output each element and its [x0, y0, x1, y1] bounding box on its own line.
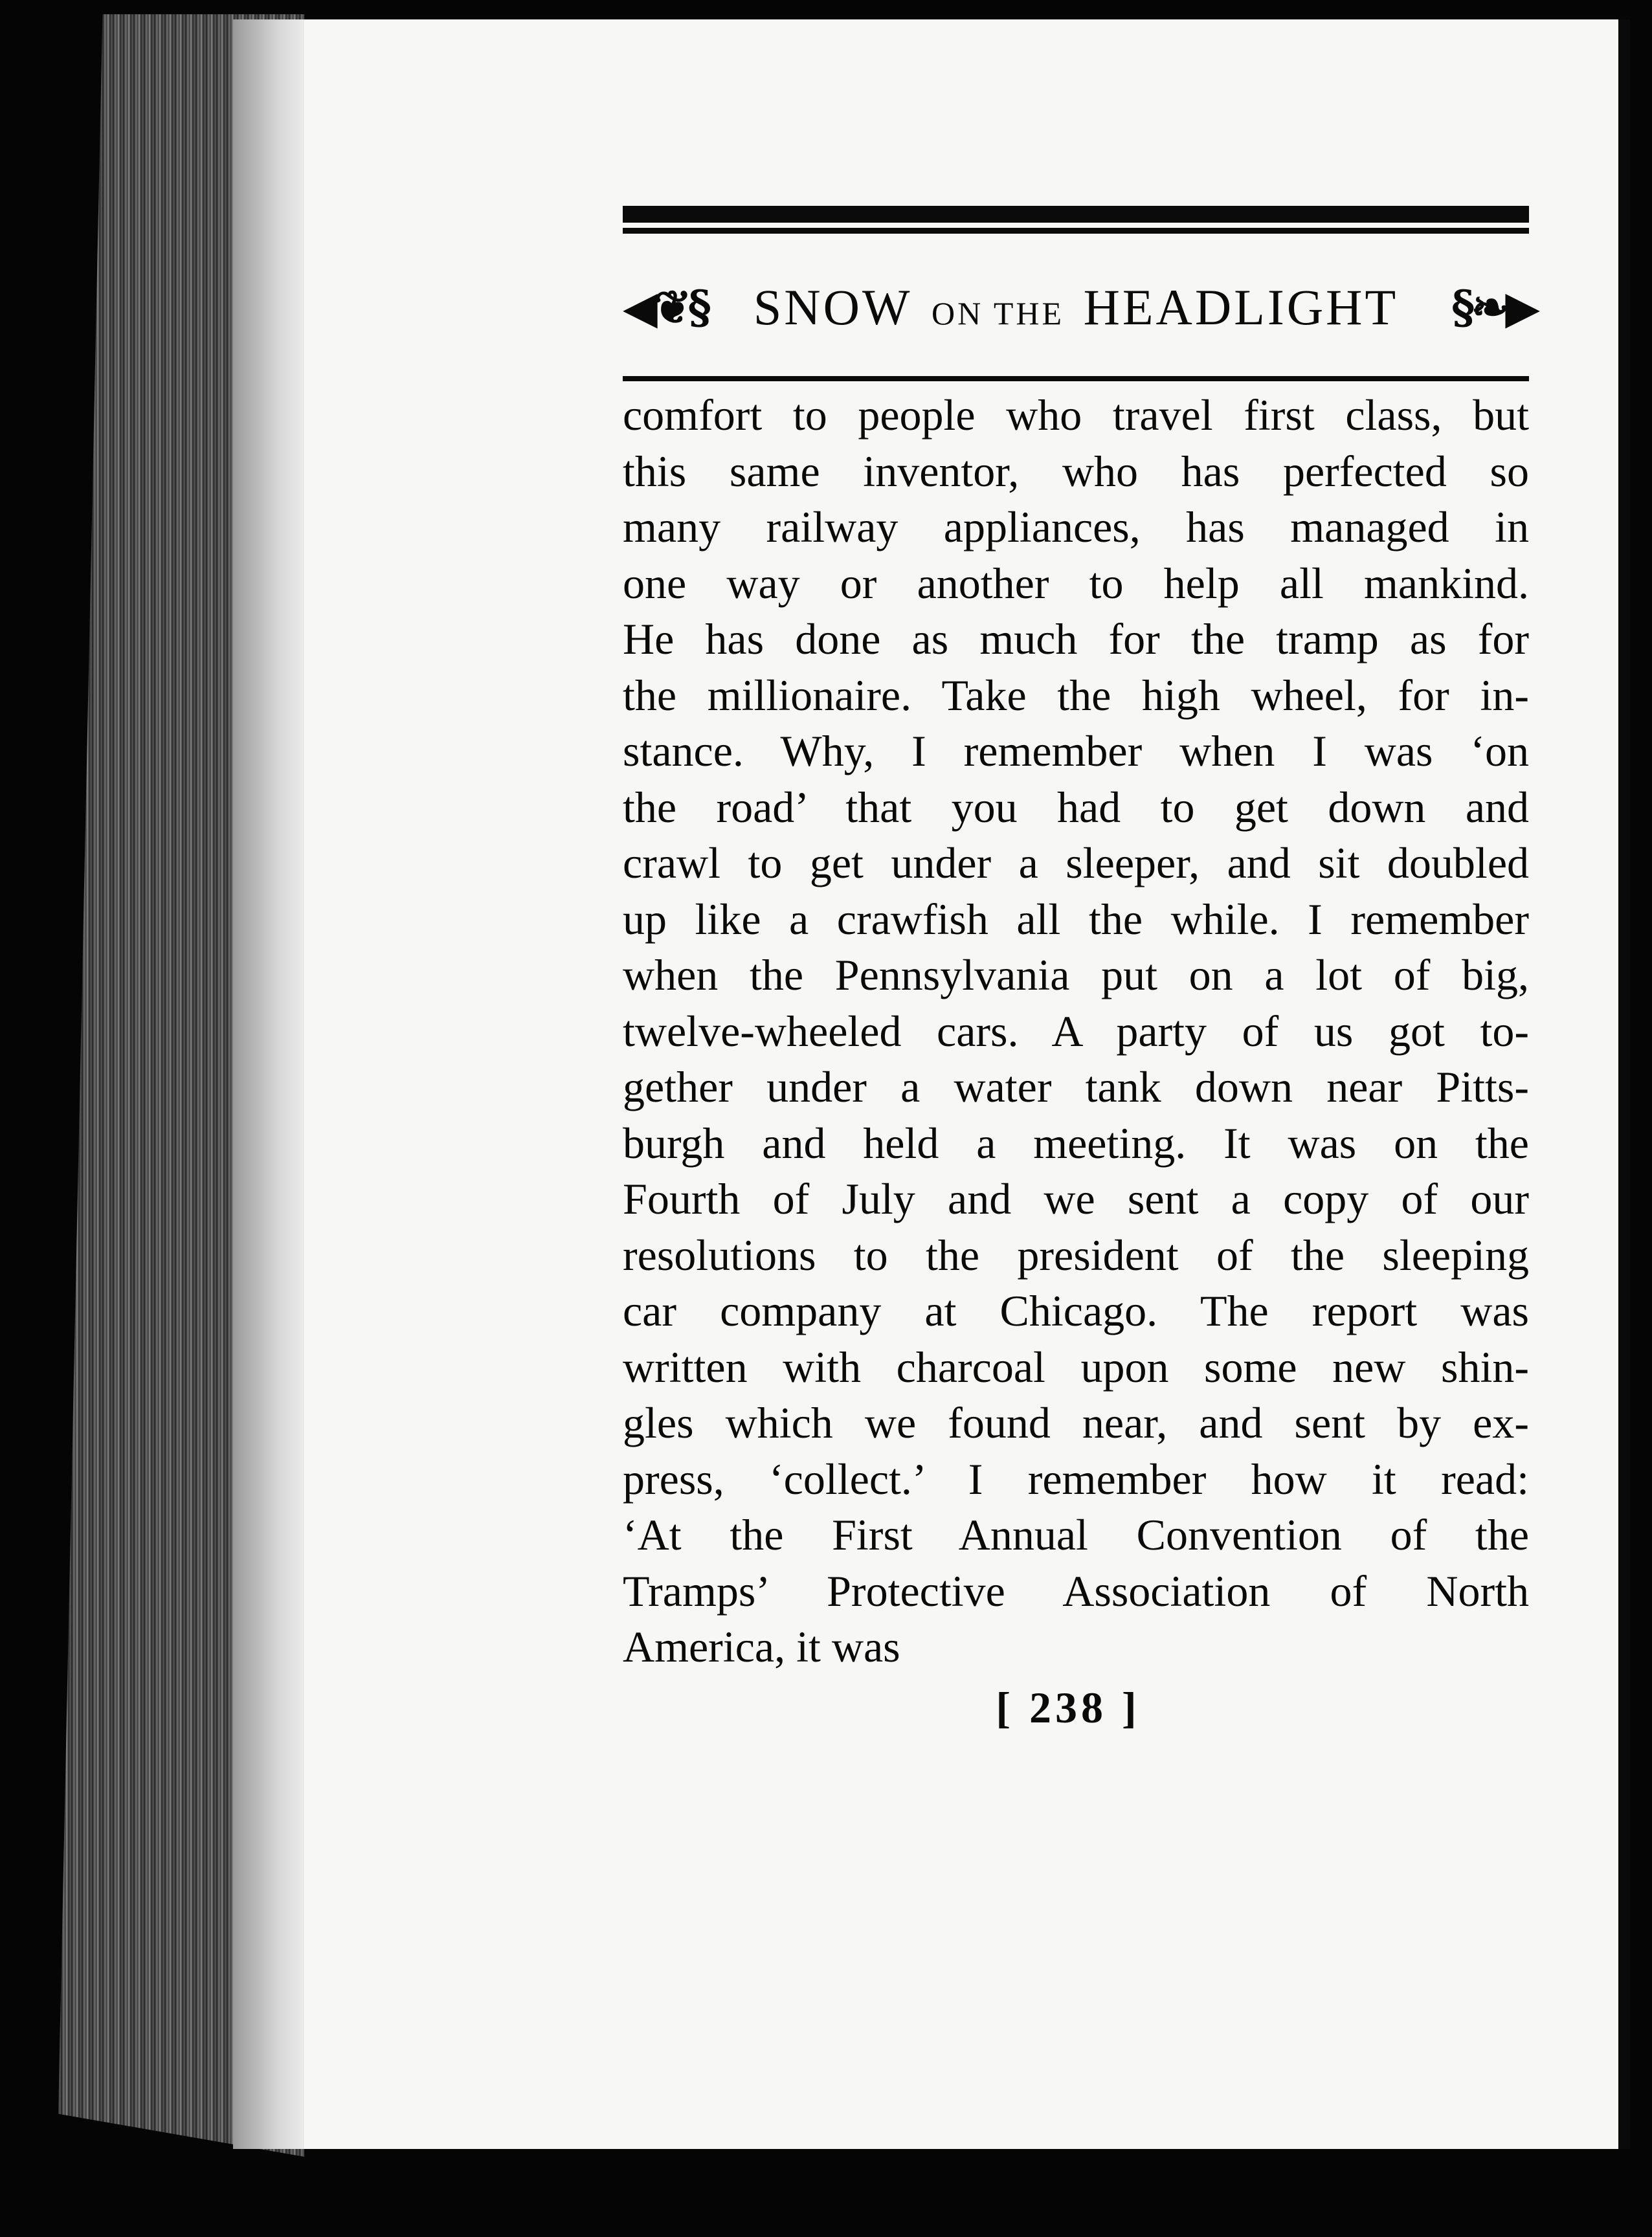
text-line: crawl to get under a sleeper, and sit doubled [623, 838, 1529, 887]
text-line: burgh and held a meeting. It was on the [623, 1118, 1529, 1168]
text-line: one way or another to help all mankind. [623, 558, 1529, 608]
right-ornament-icon: §❧▶ [1451, 280, 1537, 334]
text-line: press, ‘collect.’ I remember how it read: [623, 1454, 1529, 1504]
running-head-word-headlight: HEADLIGHT [1083, 279, 1399, 335]
text-line: He has done as much for the tramp as for [623, 614, 1529, 663]
text-line: America, it was [623, 1622, 900, 1671]
text-line: twelve-wheeled cars. A party of us got to- [623, 1006, 1529, 1056]
text-line: this same inventor, who has perfected so [623, 446, 1529, 496]
text-line: ‘At the First Annual Convention of the [623, 1510, 1529, 1559]
running-head-title [700, 278, 1451, 337]
running-head [623, 272, 1537, 343]
text-line: resolutions to the president of the sleeping [623, 1230, 1529, 1280]
page-gutter-shadow [233, 19, 311, 2149]
text-line: Tramps’ Protective Association of North [623, 1566, 1529, 1616]
text-line: stance. Why, I remember when I was ‘on [623, 726, 1529, 775]
header-thin-rule [623, 228, 1529, 234]
page-right-edge [1618, 19, 1630, 2149]
text-line: when the Pennsylvania put on a lot of big, [623, 950, 1529, 999]
text-line: written with charcoal upon some new shin- [623, 1342, 1529, 1392]
page-number: [ 238 ] [996, 1683, 1141, 1732]
text-line: Fourth of July and we sent a copy of our [623, 1174, 1529, 1223]
text-line: the road’ that you had to get down and [623, 782, 1529, 832]
body-text [623, 387, 1529, 1675]
text-line: many railway appliances, has managed in [623, 502, 1529, 551]
header-thick-rule [623, 206, 1529, 223]
header-bottom-rule [623, 376, 1529, 381]
text-line: car company at Chicago. The report was [623, 1286, 1529, 1335]
text-line: gether under a water tank down near Pitts- [623, 1062, 1529, 1111]
text-line: comfort to people who travel first class, but [623, 390, 1529, 440]
text-line: gles which we found near, and sent by ex- [623, 1398, 1529, 1447]
running-head-word-on-the: ON THE [932, 295, 1065, 331]
text-line: up like a crawfish all the while. I remember [623, 894, 1529, 944]
running-head-word-snow: SNOW [753, 279, 913, 335]
text-line: the millionaire. Take the high wheel, for in- [623, 670, 1529, 720]
left-ornament-icon: ◀❦§ [623, 280, 708, 334]
